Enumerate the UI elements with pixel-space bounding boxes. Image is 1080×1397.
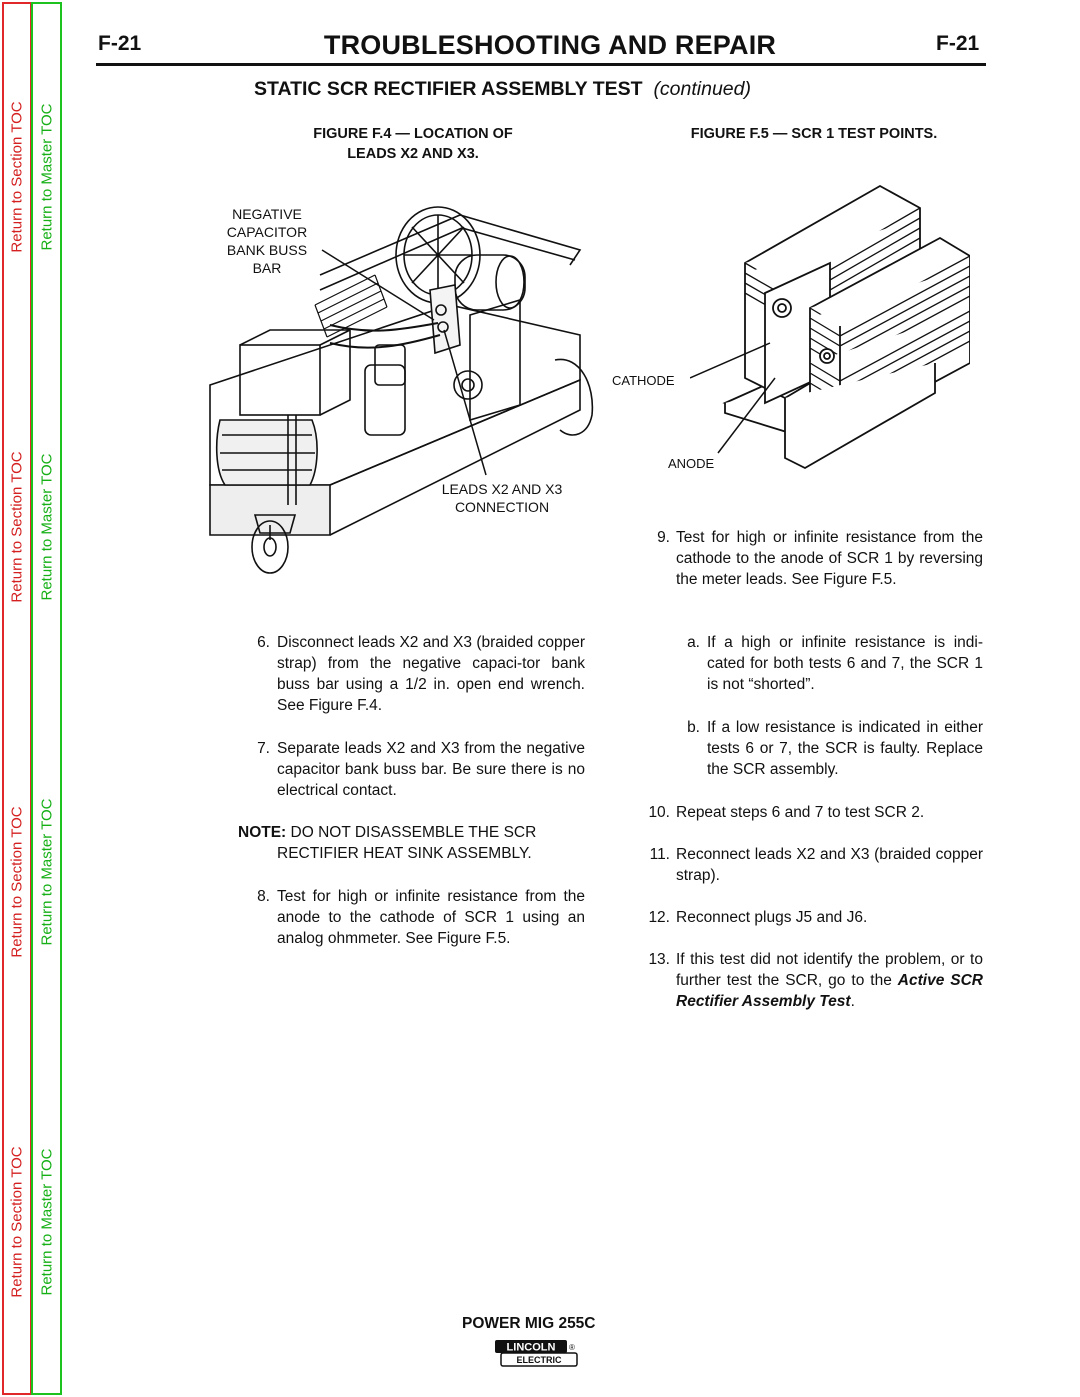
return-to-section-toc-link[interactable]: Return to Section TOC (8, 451, 26, 603)
subtitle-continued: (continued) (653, 78, 751, 100)
step-12-text: Reconnect plugs J5 and J6. (676, 909, 868, 926)
step-9a-number: a. (687, 634, 700, 651)
step-9b-text: If a low resistance is indicated in either tests 6 or 7, the SCR is faulty. Replace the SCR assembly. (707, 719, 983, 778)
leads-x2-x3-connection-label: LEADS X2 AND X3 CONNECTION (441, 481, 563, 515)
step-7-text: Separate leads X2 and X3 from the negative capacitor bank buss bar. Be sure there is no electrical contact. (277, 740, 585, 799)
header-rule (96, 63, 986, 66)
return-to-section-toc-link[interactable]: Return to Section TOC (8, 1146, 26, 1298)
step-8-text: Test for high or infinite resistance from the anode to the cathode of SCR 1 using an analog ohmmeter. See Figure F.5. (277, 888, 585, 947)
return-to-master-toc-link[interactable]: Return to Master TOC (38, 798, 55, 946)
lincoln-electric-logo (493, 1339, 581, 1367)
section-toc-bar (2, 2, 32, 1395)
step-6-number: 6. (257, 634, 270, 651)
section-subtitle: STATIC SCR RECTIFIER ASSEMBLY TEST (continued) (254, 78, 751, 100)
figure-f5-caption: FIGURE F.5 — SCR 1 TEST POINTS. (690, 126, 938, 142)
model-name: POWER MIG 255C (462, 1315, 596, 1332)
step-6-text: Disconnect leads X2 and X3 (braided copper strap) from the negative capaci-tor bank buss bar using a 1/2 in. open end wrench. See Figure F.4. (277, 634, 585, 714)
step-10-text: Repeat steps 6 and 7 to test SCR 2. (676, 804, 925, 821)
return-to-section-toc-link[interactable]: Return to Section TOC (8, 101, 26, 253)
page-code-right: F-21 (936, 32, 980, 55)
step-9-number: 9. (657, 529, 670, 546)
step-8-number: 8. (257, 888, 270, 905)
figure-f5-illustration (690, 178, 970, 478)
svg-text:ELECTRIC: ELECTRIC (516, 1355, 562, 1365)
return-to-section-toc-link[interactable]: Return to Section TOC (8, 806, 26, 958)
step-7-number: 7. (257, 740, 270, 757)
page-title: TROUBLESHOOTING AND REPAIR (323, 30, 777, 60)
step-9b-number: b. (687, 719, 700, 736)
active-scr-test-link[interactable]: Active SCR Rectifier Assembly Test (676, 972, 984, 1010)
return-to-master-toc-link[interactable]: Return to Master TOC (38, 1148, 55, 1296)
note-block: NOTE: DO NOT DISASSEMBLE THE SCR RECTIFIER HEAT SINK ASSEMBLY. (238, 824, 537, 862)
svg-text:®: ® (569, 1343, 575, 1352)
step-11-number: 11. (649, 846, 670, 863)
svg-text:LINCOLN: LINCOLN (506, 1341, 556, 1354)
note-label: NOTE: (238, 824, 287, 841)
step-9a-text: If a high or infinite resistance is indi-cated for both tests 6 and 7, the SCR 1 is not “shorted”. (707, 634, 983, 693)
return-to-master-toc-link[interactable]: Return to Master TOC (38, 453, 55, 601)
master-toc-bar (31, 2, 62, 1395)
step-11-text: Reconnect leads X2 and X3 (braided copper strap). (676, 846, 983, 884)
step-9-text: Test for high or infinite resistance from the cathode to the anode of SCR 1 by reversing the meter leads. See Figure F.5. (676, 529, 983, 588)
negative-capacitor-bank-label: NEGATIVE CAPACITOR BANK BUSS BAR (226, 206, 308, 276)
step-12-number: 12. (648, 909, 670, 926)
cathode-label: CATHODE (612, 373, 675, 388)
return-to-master-toc-link[interactable]: Return to Master TOC (38, 103, 55, 251)
anode-label: ANODE (668, 456, 715, 471)
step-13-number: 13. (648, 951, 670, 968)
figure-f4-caption: FIGURE F.4 — LOCATION OF LEADS X2 AND X3. (313, 126, 513, 162)
page-code-left: F-21 (98, 32, 142, 55)
step-10-number: 10. (648, 804, 670, 821)
step-13-text: If this test did not identify the problem, or to further test the SCR, go to the Active SCR Rectifier Assembly Test. (676, 951, 984, 1010)
